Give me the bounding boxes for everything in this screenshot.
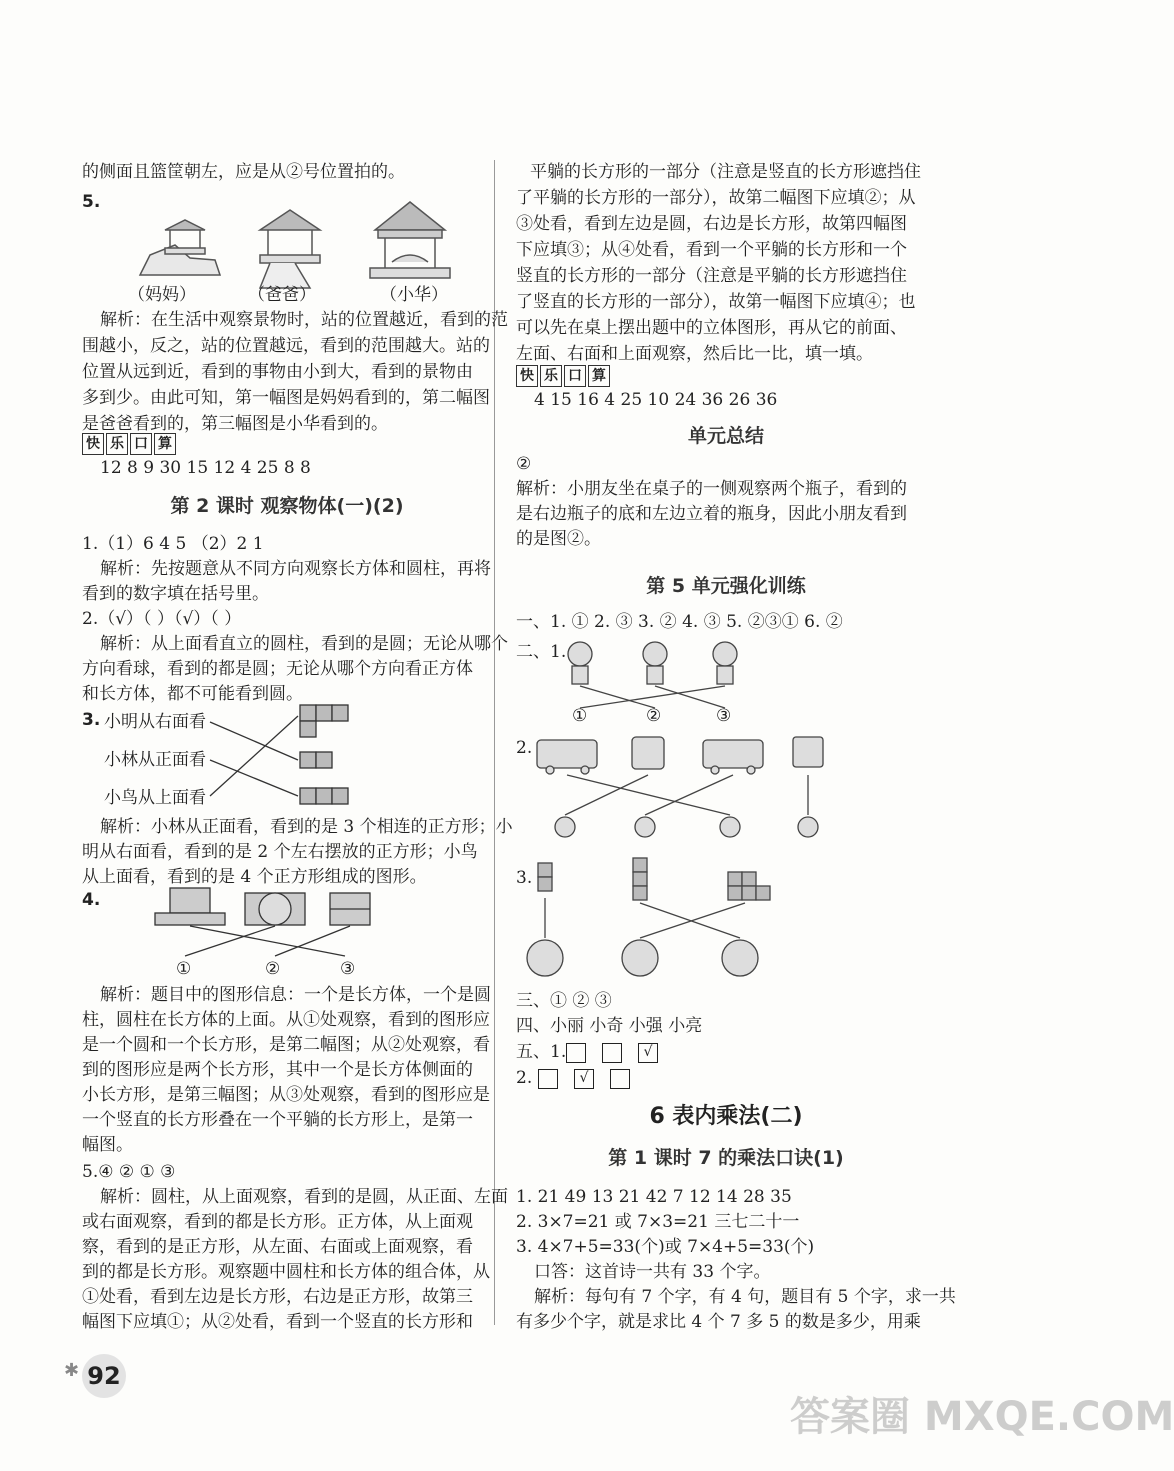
answer-line: 2. xyxy=(516,1068,533,1088)
check-box xyxy=(538,1069,558,1089)
explanation-line: 一个竖直的长方形叠在一个平躺的长方形上，是第一 xyxy=(82,1110,473,1130)
unit-title: 6 表内乘法(二) xyxy=(649,1104,803,1129)
matching-diagram-views xyxy=(530,858,780,983)
lesson-title: 第 1 课时 7 的乘法口诀(1) xyxy=(608,1147,844,1169)
question-number: 5. xyxy=(82,192,101,212)
explanation-line: 或右面观察，看到的都是长方形。正方体，从上面观 xyxy=(82,1212,473,1232)
kuaile-kousuan-label: 快 乐 口 算 xyxy=(516,365,610,387)
explanation-line: 解析：从上面看直立的圆柱，看到的是圆；无论从哪个 xyxy=(100,634,508,654)
answer-line: 口答：这首诗一共有 33 个字。 xyxy=(534,1262,771,1282)
answer-line: 1. 21 49 13 21 42 7 12 14 28 35 xyxy=(516,1187,792,1207)
lesson-title: 第 2 课时 观察物体(一)(2) xyxy=(170,495,404,517)
matching-diagram-q3 xyxy=(210,700,360,810)
position-marker: ③ xyxy=(716,706,732,726)
text-line: 竖直的长方形的一部分（注意是平躺的长方形遮挡住 xyxy=(516,266,907,286)
answer-line: ② xyxy=(516,454,532,474)
text-line: ③处看，看到左边是圆，右边是长方形，故第四幅图 xyxy=(516,214,907,234)
position-marker: ② xyxy=(265,959,281,979)
explanation-line: 解析：小林从正面看，看到的是 3 个相连的正方形；小 xyxy=(100,817,513,837)
pavilion-illustrations xyxy=(120,200,460,290)
explanation-line: 柱，圆柱在长方体的上面。从①处观察，看到的图形应 xyxy=(82,1010,490,1030)
page-number: 92 xyxy=(82,1354,126,1398)
section-title: 单元总结 xyxy=(687,425,764,447)
view-label: 小林从正面看 xyxy=(104,750,206,770)
position-marker: ③ xyxy=(340,959,356,979)
caption-xiaohua: （小华） xyxy=(380,285,448,305)
explanation-line: 解析：小朋友坐在桌子的一侧观察两个瓶子，看到的 xyxy=(516,479,907,499)
explanation-line: 幅图下应填①；从②处看，看到一个竖直的长方形和 xyxy=(82,1312,473,1332)
text-line: 了平躺的长方形的一部分），故第二幅图下应填②；从 xyxy=(516,188,916,208)
question-number: 3. xyxy=(516,868,533,888)
explanation-line: 解析：在生活中观察景物时，站的位置越近，看到的范 xyxy=(100,310,508,330)
star-icon: ✱ xyxy=(64,1360,80,1381)
answer-line: 四、小丽 小奇 小强 小亮 xyxy=(516,1016,703,1036)
section-title: 第 5 单元强化训练 xyxy=(646,575,806,597)
text-line: 的侧面且篮筐朝左，应是从②号位置拍的。 xyxy=(82,162,405,182)
explanation-line: 到的图形应是两个长方形，其中一个是长方体侧面的 xyxy=(82,1060,473,1080)
check-box xyxy=(566,1043,586,1063)
text-line: 可以先在桌上摆出题中的立体图形，再从它的前面、 xyxy=(516,318,907,338)
column-divider xyxy=(494,160,495,1325)
position-marker: ② xyxy=(646,706,662,726)
explanation-line: 方向看球，看到的都是圆；无论从哪个方向看正方体 xyxy=(82,659,473,679)
kousuan-answers: 12 8 9 30 15 12 4 25 8 8 xyxy=(100,458,311,478)
caption-baba: （爸爸） xyxy=(248,285,316,305)
explanation-line: 解析：每句有 7 个字，有 4 句，题目有 5 个字，求一共 xyxy=(534,1287,956,1307)
explanation-line: 的是图②。 xyxy=(516,529,601,549)
explanation-line: 围越小，反之，站的位置越远，看到的范围越大。站的 xyxy=(82,336,490,356)
explanation-line: 是右边瓶子的底和左边立着的瓶身，因此小朋友看到 xyxy=(516,504,907,524)
check-box xyxy=(610,1069,630,1089)
answer-line: 二、1. xyxy=(516,642,567,662)
position-marker: ① xyxy=(572,706,588,726)
watermark-logo: 答案圈 MXQE.COM xyxy=(790,1394,1174,1440)
checkbox-row xyxy=(538,1066,646,1091)
matching-diagram-buses xyxy=(535,735,835,845)
view-label: 小明从右面看 xyxy=(104,712,206,732)
explanation-line: 和长方体，都不可能看到圆。 xyxy=(82,684,303,704)
explanation-line: 看到的数字填在括号里。 xyxy=(82,584,269,604)
explanation-line: 小长方形，是第三幅图；从③处观察，看到的图形应是 xyxy=(82,1085,490,1105)
explanation-line: 解析：先按题意从不同方向观察长方体和圆柱，再将 xyxy=(100,559,491,579)
explanation-line: 解析：圆柱，从上面观察，看到的是圆，从正面、左面 xyxy=(100,1187,508,1207)
check-box: √ xyxy=(638,1043,658,1063)
answer-line: 三、① ② ③ xyxy=(516,991,612,1011)
answer-line: 3. 4×7+5=33(个)或 7×4+5=33(个) xyxy=(516,1237,815,1257)
explanation-line: 位置从远到近，看到的事物由小到大，看到的景物由 xyxy=(82,362,473,382)
answer-line: 一、1. ① 2. ③ 3. ② 4. ③ 5. ②③① 6. ② xyxy=(516,612,843,632)
text-line: 下应填③；从④处看，看到一个平躺的长方形和一个 xyxy=(516,240,907,260)
check-box xyxy=(602,1043,622,1063)
text-line: 了竖直的长方形的一部分），故第一幅图下应填④；也 xyxy=(516,292,916,312)
answer-line: 1.（1）6 4 5 （2）2 1 xyxy=(82,534,264,554)
explanation-line: 明从右面看，看到的是 2 个左右摆放的正方形；小鸟 xyxy=(82,842,478,862)
check-box: √ xyxy=(574,1069,594,1089)
explanation-line: ①处看，看到左边是长方形，右边是正方形，故第三 xyxy=(82,1287,473,1307)
matching-diagram-q4 xyxy=(150,888,380,963)
answer-line: 2.（√）（ ）（√）（ ） xyxy=(82,609,242,629)
view-label: 小鸟从上面看 xyxy=(104,788,206,808)
explanation-line: 察，看到的是正方形，从左面、右面或上面观察，看 xyxy=(82,1237,473,1257)
explanation-line: 有多少个字，就是求比 4 个 7 多 5 的数是多少，用乘 xyxy=(516,1312,921,1332)
explanation-line: 是一个圆和一个长方形，是第二幅图；从②处观察，看 xyxy=(82,1035,490,1055)
explanation-line: 到的都是长方形。观察题中圆柱和长方体的组合体，从 xyxy=(82,1262,490,1282)
text-line: 平躺的长方形的一部分（注意是竖直的长方形遮挡住 xyxy=(530,162,921,182)
answer-line: 五、1. xyxy=(516,1042,567,1062)
text-line: 左面、右面和上面观察，然后比一比，填一填。 xyxy=(516,344,873,364)
answer-line: 2. 3×7=21 或 7×3=21 三七二十一 xyxy=(516,1212,800,1232)
explanation-line: 幅图。 xyxy=(82,1135,133,1155)
explanation-line: 解析：题目中的图形信息：一个是长方体，一个是圆 xyxy=(100,985,491,1005)
question-number: 3. xyxy=(82,710,101,730)
kousuan-answers: 4 15 16 4 25 10 24 36 26 36 xyxy=(534,390,778,410)
checkbox-row xyxy=(566,1040,674,1065)
position-marker: ① xyxy=(176,959,192,979)
explanation-line: 从上面看，看到的是 4 个正方形组成的图形。 xyxy=(82,867,427,887)
explanation-line: 多到少。由此可知，第一幅图是妈妈看到的，第二幅图 xyxy=(82,388,490,408)
question-number: 2. xyxy=(516,738,533,758)
explanation-line: 是爸爸看到的，第三幅图是小华看到的。 xyxy=(82,414,388,434)
caption-mama: （妈妈） xyxy=(128,285,196,305)
question-number: 4. xyxy=(82,890,101,910)
answer-line: 5.④ ② ① ③ xyxy=(82,1162,176,1182)
kuaile-kousuan-label: 快 乐 口 算 xyxy=(82,433,176,455)
